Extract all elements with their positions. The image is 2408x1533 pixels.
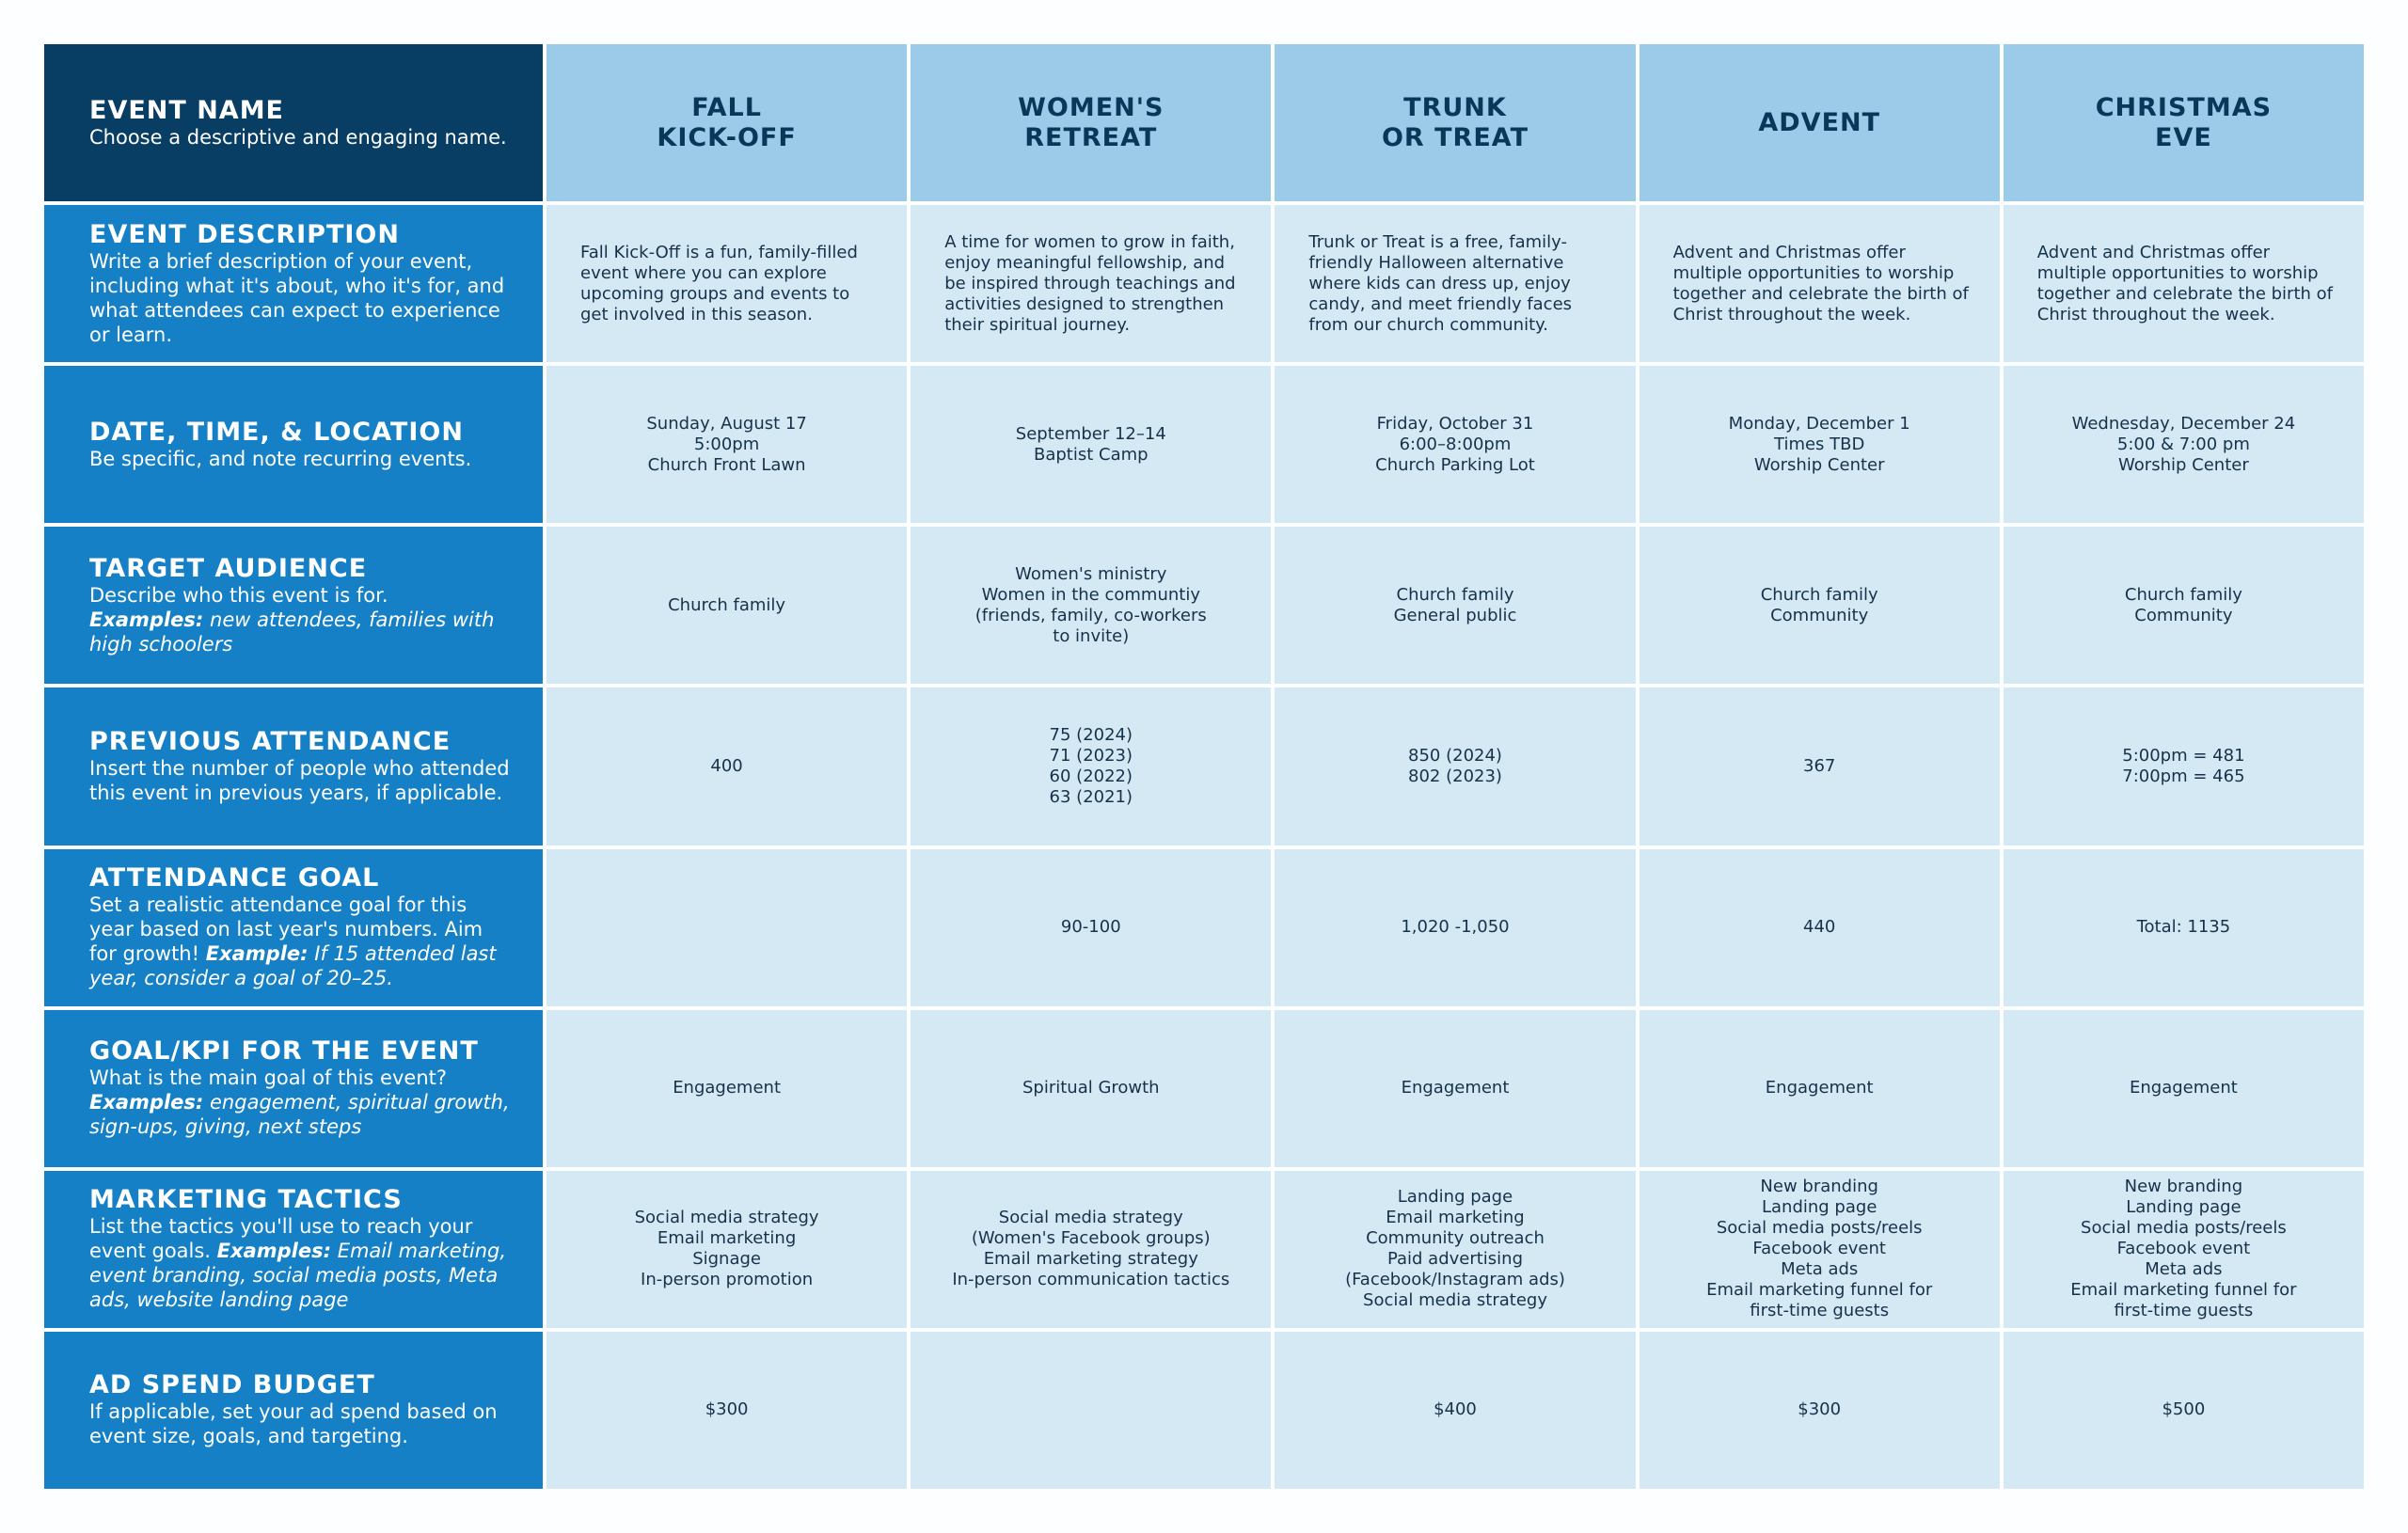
row-description: Write a brief description of your event, including what it's about, who it's for, and what attendees can expect to experience or learn. — [89, 249, 505, 346]
table-cell: New branding Landing page Social media posts/reels Facebook event Meta ads Email marketing funnel for first-time guests — [2004, 1171, 2364, 1328]
description-text: Describe who this event is for. — [89, 583, 388, 607]
table-cell: 400 — [547, 687, 907, 845]
table-cell: $400 — [1275, 1332, 1635, 1489]
example-text: new attendees, families with high schoolers — [89, 608, 495, 656]
row-header-previous-attendance — [44, 687, 543, 845]
row-title: EVENT DESCRIPTION — [89, 219, 400, 249]
table-cell: 850 (2024) 802 (2023) — [1275, 687, 1635, 845]
row-header-date-time-location — [44, 366, 543, 523]
table-cell: Trunk or Treat is a free, family-friendly Halloween alternative where kids can dress up, enjoy candy, and meet friendly faces from our church community. — [1275, 205, 1635, 362]
table-cell: Spiritual Growth — [911, 1010, 1271, 1167]
table-cell: Monday, December 1 Times TBD Worship Center — [1640, 366, 2000, 523]
table-cell: 440 — [1640, 849, 2000, 1006]
table-cell: Engagement — [1640, 1010, 2000, 1167]
table-cell: Fall Kick-Off is a fun, family-filled event where you can explore upcoming groups and events to get involved in this season. — [547, 205, 907, 362]
table-cell: $300 — [547, 1332, 907, 1489]
column-header-fall-kickoff: FALL KICK-OFF — [547, 44, 907, 201]
row-title: ATTENDANCE GOAL — [89, 863, 380, 893]
row-description: Be specific, and note recurring events. — [89, 447, 472, 470]
example-label: Examples: — [89, 608, 204, 631]
corner-title: EVENT NAME — [89, 95, 285, 125]
column-header-womens-retreat: WOMEN'S RETREAT — [911, 44, 1271, 201]
table-cell: Total: 1135 — [2004, 849, 2364, 1006]
table-cell: New branding Landing page Social media posts/reels Facebook event Meta ads Email marketing funnel for first-time guests — [1640, 1171, 2000, 1328]
table-cell: 90-100 — [911, 849, 1271, 1006]
table-cell — [547, 849, 907, 1006]
row-description — [89, 583, 515, 656]
table-cell: Women's ministry Women in the communtiy (friends, family, co-workers to invite) — [911, 527, 1271, 684]
example-label: Examples: — [216, 1240, 331, 1263]
row-description — [89, 1066, 515, 1139]
table-cell: September 12–14 Baptist Camp — [911, 366, 1271, 523]
table-cell: 367 — [1640, 687, 2000, 845]
description-text: What is the main goal of this event? — [89, 1067, 448, 1090]
description-text: Set a realistic attendance goal for this year based on last year's numbers. Aim for growth! — [89, 893, 483, 966]
row-description: Insert the number of people who attended this event in previous years, if applicable. — [89, 756, 510, 804]
event-planning-table — [44, 44, 2364, 1489]
table-cell: 1,020 -1,050 — [1275, 849, 1635, 1006]
row-header-ad-spend-budget — [44, 1332, 543, 1489]
corner-description: Choose a descriptive and engaging name. — [89, 125, 507, 149]
row-header-target-audience — [44, 527, 543, 684]
table-cell: Landing page Email marketing Community outreach Paid advertising (Facebook/Instagram ads) Social media strategy — [1275, 1171, 1635, 1328]
description-text: List the tactics you'll use to reach your event goals. — [89, 1215, 473, 1263]
table-cell: Social media strategy Email marketing Signage In-person promotion — [547, 1171, 907, 1328]
table-cell: Engagement — [2004, 1010, 2364, 1167]
table-cell: $500 — [2004, 1332, 2364, 1489]
table-cell: Engagement — [547, 1010, 907, 1167]
row-title: GOAL/KPI FOR THE EVENT — [89, 1036, 479, 1067]
row-description — [89, 1214, 515, 1312]
column-header-advent: ADVENT — [1640, 44, 2000, 201]
table-cell: Advent and Christmas offer multiple opportunities to worship together and celebrate the birth of Christ throughout the week. — [2004, 205, 2364, 362]
row-header-goal-kpi — [44, 1010, 543, 1167]
example-text: Email marketing, event branding, social media posts, Meta ads, website landing page — [89, 1240, 507, 1312]
column-header-trunk-or-treat: TRUNK OR TREAT — [1275, 44, 1635, 201]
row-title: TARGET AUDIENCE — [89, 553, 368, 583]
table-cell: Church family — [547, 527, 907, 684]
table-cell: Friday, October 31 6:00–8:00pm Church Parking Lot — [1275, 366, 1635, 523]
row-title: AD SPEND BUDGET — [89, 1370, 375, 1400]
table-cell: Church family Community — [1640, 527, 2000, 684]
header-corner — [44, 44, 543, 201]
row-title: PREVIOUS ATTENDANCE — [89, 726, 452, 756]
row-title: MARKETING TACTICS — [89, 1185, 403, 1215]
table-cell: Social media strategy (Women's Facebook groups) Email marketing strategy In-person communication tactics — [911, 1171, 1271, 1328]
table-cell: Wednesday, December 24 5:00 & 7:00 pm Worship Center — [2004, 366, 2364, 523]
table-cell: Engagement — [1275, 1010, 1635, 1167]
example-text: If 15 attended last year, consider a goal of 20–25. — [89, 942, 497, 990]
row-description — [89, 893, 515, 990]
column-header-christmas-eve: CHRISTMAS EVE — [2004, 44, 2364, 201]
table-cell: 75 (2024) 71 (2023) 60 (2022) 63 (2021) — [911, 687, 1271, 845]
row-header-attendance-goal — [44, 849, 543, 1006]
row-header-marketing-tactics — [44, 1171, 543, 1328]
table-cell: $300 — [1640, 1332, 2000, 1489]
row-title: DATE, TIME, & LOCATION — [89, 417, 464, 447]
example-label: Example: — [205, 942, 309, 966]
example-text: engagement, spiritual growth, sign-ups, giving, next steps — [89, 1091, 510, 1139]
table-cell: A time for women to grow in faith, enjoy meaningful fellowship, and be inspired through teachings and activities designed to strengthen their spiritual journey. — [911, 205, 1271, 362]
example-label: Examples: — [89, 1091, 204, 1114]
table-cell — [911, 1332, 1271, 1489]
table-cell: Church family Community — [2004, 527, 2364, 684]
row-description: If applicable, set your ad spend based on event size, goals, and targeting. — [89, 1400, 498, 1448]
table-cell: Sunday, August 17 5:00pm Church Front Lawn — [547, 366, 907, 523]
table-cell: 5:00pm = 481 7:00pm = 465 — [2004, 687, 2364, 845]
table-cell: Advent and Christmas offer multiple opportunities to worship together and celebrate the birth of Christ throughout the week. — [1640, 205, 2000, 362]
table-cell: Church family General public — [1275, 527, 1635, 684]
row-header-event-description — [44, 205, 543, 362]
